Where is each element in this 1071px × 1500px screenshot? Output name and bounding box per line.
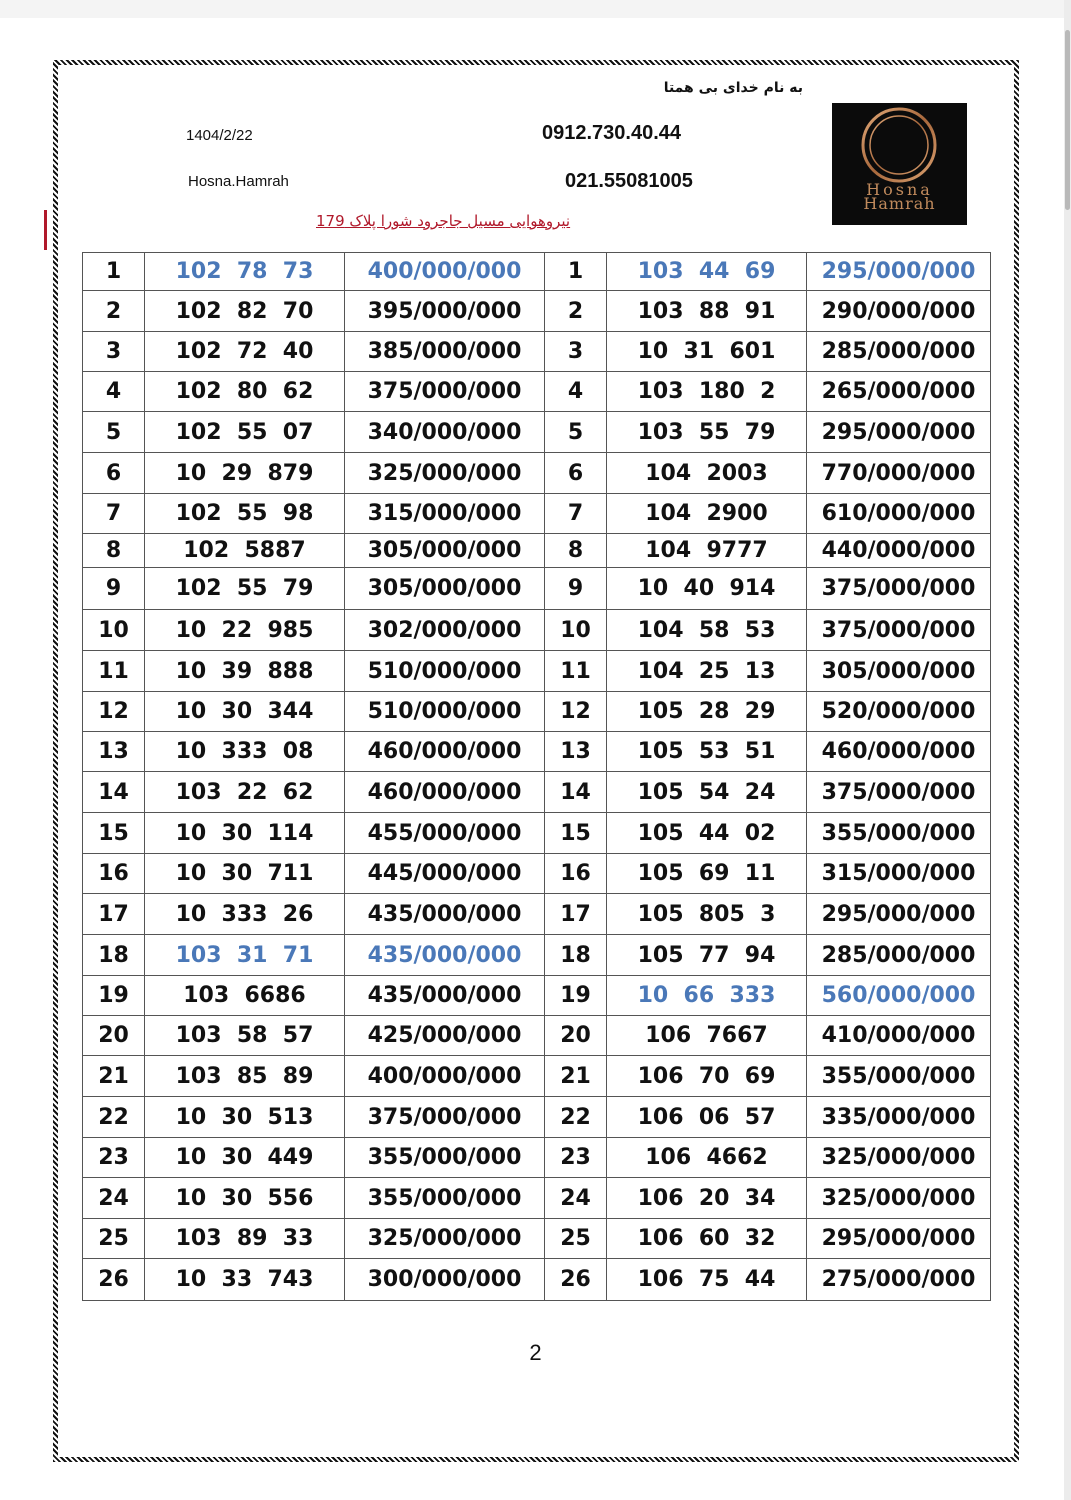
table-row: [83, 935, 991, 976]
phone-number-left: 103 89 33: [145, 1219, 345, 1259]
row-index-left: 5: [83, 412, 145, 453]
price-right: 560/000/000: [807, 976, 991, 1016]
price-left: 460/000/000: [345, 732, 545, 772]
row-index-right: 9: [545, 568, 607, 610]
price-right: 325/000/000: [807, 1138, 991, 1178]
row-index-left: 2: [83, 291, 145, 332]
table-row: [83, 534, 991, 568]
phone-number-left: 10 333 08: [145, 732, 345, 772]
row-index-left: 17: [83, 894, 145, 935]
phone-number-left: 10 30 513: [145, 1097, 345, 1138]
price-left: 510/000/000: [345, 651, 545, 692]
phone-number-left: 10 22 985: [145, 610, 345, 651]
phone-number-right: 10 66 333: [607, 976, 807, 1016]
table-row: [83, 894, 991, 935]
phone-number-right: 10 31 601: [607, 332, 807, 372]
row-index-right: 22: [545, 1097, 607, 1138]
row-index-right: 2: [545, 291, 607, 332]
price-right: 305/000/000: [807, 651, 991, 692]
price-right: 325/000/000: [807, 1178, 991, 1219]
table-row: [83, 1259, 991, 1301]
phone-number-right: 105 54 24: [607, 772, 807, 813]
price-left: 300/000/000: [345, 1259, 545, 1301]
price-left: 445/000/000: [345, 854, 545, 894]
price-left: 510/000/000: [345, 692, 545, 732]
price-left: 355/000/000: [345, 1178, 545, 1219]
price-left: 460/000/000: [345, 772, 545, 813]
row-index-left: 19: [83, 976, 145, 1016]
phone-number-left: 102 80 62: [145, 372, 345, 412]
row-index-right: 3: [545, 332, 607, 372]
row-index-left: 4: [83, 372, 145, 412]
row-index-left: 10: [83, 610, 145, 651]
table-row: [83, 1056, 991, 1097]
row-index-left: 9: [83, 568, 145, 610]
table-row: [83, 1097, 991, 1138]
price-left: 400/000/000: [345, 1056, 545, 1097]
row-index-left: 6: [83, 453, 145, 494]
row-index-right: 1: [545, 253, 607, 291]
row-index-right: 18: [545, 935, 607, 976]
phone-number-left: 102 72 40: [145, 332, 345, 372]
price-right: 610/000/000: [807, 494, 991, 534]
table-row: [83, 1016, 991, 1056]
row-index-left: 15: [83, 813, 145, 854]
phone-number-left: 103 85 89: [145, 1056, 345, 1097]
row-index-left: 26: [83, 1259, 145, 1301]
phone-number-right: 103 180 2: [607, 372, 807, 412]
phone-number-left: 102 5887: [145, 534, 345, 568]
table-row: [83, 692, 991, 732]
row-index-right: 5: [545, 412, 607, 453]
document-date: 1404/2/22: [186, 127, 253, 144]
phone-number-left: 102 55 98: [145, 494, 345, 534]
price-right: 295/000/000: [807, 412, 991, 453]
price-right: 275/000/000: [807, 1259, 991, 1301]
price-right: 440/000/000: [807, 534, 991, 568]
phone-number-left: 103 6686: [145, 976, 345, 1016]
page-number: 2: [529, 1340, 542, 1365]
phone-number-right: 104 58 53: [607, 610, 807, 651]
price-right: 295/000/000: [807, 894, 991, 935]
price-right: 295/000/000: [807, 253, 991, 291]
phone-number-left: 10 30 556: [145, 1178, 345, 1219]
phone-number-right: 103 88 91: [607, 291, 807, 332]
price-left: 305/000/000: [345, 568, 545, 610]
price-left: 400/000/000: [345, 253, 545, 291]
row-index-left: 23: [83, 1138, 145, 1178]
phone-number-right: 103 55 79: [607, 412, 807, 453]
row-index-right: 16: [545, 854, 607, 894]
price-left: 315/000/000: [345, 494, 545, 534]
phone-number-right: 10 40 914: [607, 568, 807, 610]
phone-number-right: 105 77 94: [607, 935, 807, 976]
row-index-left: 21: [83, 1056, 145, 1097]
price-left: 302/000/000: [345, 610, 545, 651]
phone-number-left: 10 33 743: [145, 1259, 345, 1301]
brand-logo: [832, 103, 967, 225]
table-row: [83, 453, 991, 494]
row-index-right: 11: [545, 651, 607, 692]
phone-number-right: 106 20 34: [607, 1178, 807, 1219]
price-right: 460/000/000: [807, 732, 991, 772]
row-index-right: 20: [545, 1016, 607, 1056]
row-index-right: 8: [545, 534, 607, 568]
table-row: [83, 1178, 991, 1219]
table-row: [83, 610, 991, 651]
phone-number-right: 104 2003: [607, 453, 807, 494]
price-right: 520/000/000: [807, 692, 991, 732]
row-index-right: 23: [545, 1138, 607, 1178]
phone-number-right: 105 44 02: [607, 813, 807, 854]
phone-number-right: 105 28 29: [607, 692, 807, 732]
price-right: 295/000/000: [807, 1219, 991, 1259]
price-left: 455/000/000: [345, 813, 545, 854]
phone-number-left: 10 29 879: [145, 453, 345, 494]
price-right: 375/000/000: [807, 610, 991, 651]
table-row: [83, 568, 991, 610]
table-row: [83, 732, 991, 772]
phone-number-right: 103 44 69: [607, 253, 807, 291]
logo-text-top: Hosna: [866, 180, 933, 199]
table-row: [83, 291, 991, 332]
row-index-right: 25: [545, 1219, 607, 1259]
phone-number-right: 106 70 69: [607, 1056, 807, 1097]
row-index-left: 8: [83, 534, 145, 568]
price-left: 325/000/000: [345, 453, 545, 494]
phone-number-left: 10 30 449: [145, 1138, 345, 1178]
table-row: [83, 651, 991, 692]
row-index-left: 18: [83, 935, 145, 976]
phone-number-left: 102 78 73: [145, 253, 345, 291]
price-left: 325/000/000: [345, 1219, 545, 1259]
price-left: 435/000/000: [345, 976, 545, 1016]
phone-number-left: 10 30 114: [145, 813, 345, 854]
row-index-right: 14: [545, 772, 607, 813]
price-right: 375/000/000: [807, 772, 991, 813]
row-index-left: 25: [83, 1219, 145, 1259]
price-right: 410/000/000: [807, 1016, 991, 1056]
table-row: [83, 1138, 991, 1178]
phone-number-right: 106 75 44: [607, 1259, 807, 1301]
table-row: [83, 772, 991, 813]
row-index-right: 4: [545, 372, 607, 412]
phone-number-right: 106 7667: [607, 1016, 807, 1056]
row-index-left: 7: [83, 494, 145, 534]
phone-mobile: 0912.730.40.44: [542, 122, 682, 144]
price-left: 340/000/000: [345, 412, 545, 453]
price-right: 285/000/000: [807, 935, 991, 976]
row-index-left: 12: [83, 692, 145, 732]
scrollbar-thumb[interactable]: [1065, 30, 1070, 210]
row-index-left: 24: [83, 1178, 145, 1219]
address-line: نیروهوایی مسیل جاجرود شورا پلاک 179: [316, 212, 571, 230]
phone-number-left: 103 22 62: [145, 772, 345, 813]
phone-number-right: 106 4662: [607, 1138, 807, 1178]
table-row: [83, 253, 991, 291]
row-index-right: 26: [545, 1259, 607, 1301]
price-left: 395/000/000: [345, 291, 545, 332]
price-left: 375/000/000: [345, 372, 545, 412]
price-right: 285/000/000: [807, 332, 991, 372]
phone-number-right: 106 06 57: [607, 1097, 807, 1138]
row-index-right: 7: [545, 494, 607, 534]
row-index-left: 16: [83, 854, 145, 894]
price-right: 355/000/000: [807, 813, 991, 854]
table-row: [83, 494, 991, 534]
table-row: [83, 976, 991, 1016]
price-left: 375/000/000: [345, 1097, 545, 1138]
bismillah-heading: به نام خدای بی همتا: [663, 80, 803, 96]
row-index-right: 13: [545, 732, 607, 772]
phone-number-right: 104 2900: [607, 494, 807, 534]
row-index-right: 19: [545, 976, 607, 1016]
price-right: 375/000/000: [807, 568, 991, 610]
phone-number-left: 103 58 57: [145, 1016, 345, 1056]
table-row: [83, 813, 991, 854]
phone-landline: 021.55081005: [565, 170, 693, 192]
logo-text-bottom: Hamrah: [863, 194, 936, 213]
phone-number-left: 10 39 888: [145, 651, 345, 692]
phone-number-right: 105 805 3: [607, 894, 807, 935]
price-left: 355/000/000: [345, 1138, 545, 1178]
price-table: [82, 252, 991, 1301]
phone-number-left: 10 30 344: [145, 692, 345, 732]
row-index-right: 12: [545, 692, 607, 732]
price-right: 335/000/000: [807, 1097, 991, 1138]
price-right: 315/000/000: [807, 854, 991, 894]
table-row: [83, 332, 991, 372]
price-left: 305/000/000: [345, 534, 545, 568]
phone-number-right: 104 9777: [607, 534, 807, 568]
row-index-left: 3: [83, 332, 145, 372]
row-index-right: 21: [545, 1056, 607, 1097]
row-index-right: 15: [545, 813, 607, 854]
price-left: 425/000/000: [345, 1016, 545, 1056]
vertical-scrollbar[interactable]: [1064, 0, 1071, 1500]
row-index-right: 17: [545, 894, 607, 935]
row-index-left: 11: [83, 651, 145, 692]
price-left: 435/000/000: [345, 935, 545, 976]
price-right: 355/000/000: [807, 1056, 991, 1097]
phone-number-right: 105 53 51: [607, 732, 807, 772]
row-index-left: 1: [83, 253, 145, 291]
price-right: 265/000/000: [807, 372, 991, 412]
phone-number-left: 10 30 711: [145, 854, 345, 894]
table-row: [83, 412, 991, 453]
price-right: 290/000/000: [807, 291, 991, 332]
row-index-left: 13: [83, 732, 145, 772]
row-index-left: 14: [83, 772, 145, 813]
price-left: 435/000/000: [345, 894, 545, 935]
row-index-left: 20: [83, 1016, 145, 1056]
row-index-left: 22: [83, 1097, 145, 1138]
row-index-right: 10: [545, 610, 607, 651]
row-index-right: 6: [545, 453, 607, 494]
company-name: Hosna.Hamrah: [188, 173, 289, 190]
price-right: 770/000/000: [807, 453, 991, 494]
phone-number-left: 102 82 70: [145, 291, 345, 332]
margin-marker: [44, 210, 47, 250]
row-index-right: 24: [545, 1178, 607, 1219]
phone-number-left: 10 333 26: [145, 894, 345, 935]
phone-number-left: 102 55 07: [145, 412, 345, 453]
table-row: [83, 854, 991, 894]
price-left: 385/000/000: [345, 332, 545, 372]
table-row: [83, 372, 991, 412]
phone-number-left: 103 31 71: [145, 935, 345, 976]
phone-number-right: 105 69 11: [607, 854, 807, 894]
table-row: [83, 1219, 991, 1259]
phone-number-right: 106 60 32: [607, 1219, 807, 1259]
phone-number-right: 104 25 13: [607, 651, 807, 692]
phone-number-left: 102 55 79: [145, 568, 345, 610]
